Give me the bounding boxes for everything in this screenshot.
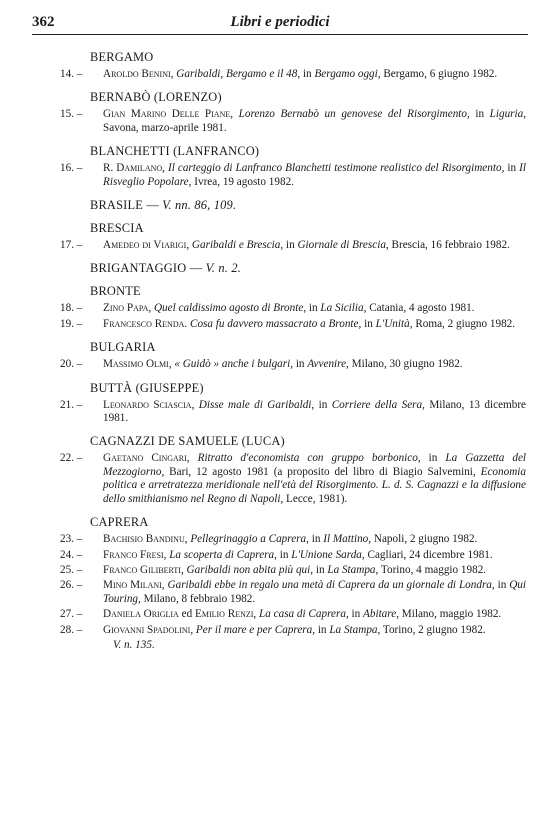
entry-title: Economia politica e arretratezza meridionale nell'età del Risorgimento. L. d. S. Cagnazzi e la diffusione dello smithianismo nel Regno di Napoli bbox=[103, 465, 526, 505]
bibliography-entry bbox=[60, 579, 526, 606]
entry-author: Giovanni Spadolini bbox=[103, 623, 191, 636]
entry-title: « Guidò » anche i bulgari bbox=[174, 358, 291, 371]
bibliography-entry bbox=[60, 239, 526, 252]
entry-title: La Gazzetta del Mezzogiorno bbox=[103, 452, 527, 478]
entry-title: Abitare bbox=[363, 608, 397, 621]
page-header bbox=[32, 14, 528, 35]
heading-text: BERGAMO bbox=[90, 50, 154, 64]
entry-text: , bbox=[186, 239, 192, 252]
section-heading bbox=[60, 50, 526, 64]
entry-text: , Milano, 13 dicembre 1981. bbox=[103, 398, 527, 425]
entry-text: , in bbox=[274, 548, 292, 561]
entry-title: Pellegrinaggio a Caprera bbox=[190, 533, 307, 546]
entry-author: Bachisio Bandinu bbox=[103, 533, 185, 546]
bibliography-section bbox=[60, 144, 526, 189]
heading-text: BUTTÀ (GIUSEPPE) bbox=[90, 380, 204, 395]
entry-number: 20. – bbox=[60, 358, 83, 371]
bibliography-entry bbox=[60, 358, 526, 371]
entry-author: Gaetano Cingari bbox=[103, 452, 187, 465]
entry-text: , bbox=[184, 533, 191, 546]
entry-text: , bbox=[190, 623, 196, 636]
entry-text: , in bbox=[306, 533, 324, 546]
entry-title: La casa di Caprera bbox=[259, 608, 346, 621]
entry-number: 17. – bbox=[60, 239, 83, 252]
bibliography-entry bbox=[60, 608, 526, 621]
entry-title: Garibaldi, Bergamo e il 48 bbox=[176, 68, 298, 80]
entry-author: Franco Fresi bbox=[103, 548, 164, 561]
entry-text: , Lecce, 1981). bbox=[280, 492, 348, 505]
entry-author: Daniela Origlia bbox=[103, 608, 179, 621]
bibliography-entry bbox=[60, 624, 526, 637]
entry-text: , in bbox=[297, 68, 315, 80]
bibliography-section bbox=[60, 284, 526, 331]
entry-author: R. Damilano bbox=[103, 162, 163, 175]
entry-text: , bbox=[186, 452, 198, 465]
section-heading bbox=[60, 221, 526, 235]
entry-text: , Brescia, 16 febbraio 1982. bbox=[385, 239, 510, 252]
entry-title: Liguria bbox=[489, 108, 524, 121]
cross-reference: V. n. 2. bbox=[205, 261, 242, 276]
section-heading bbox=[60, 434, 526, 448]
entry-title: Garibaldi non abita più qui bbox=[186, 563, 311, 576]
entry-text: , bbox=[168, 358, 175, 371]
entry-text: , in bbox=[280, 239, 298, 252]
entry-title: La scoperta di Caprera bbox=[169, 548, 275, 561]
bibliography-section bbox=[60, 261, 526, 275]
entry-title: Garibaldi e Brescia bbox=[191, 239, 281, 252]
entry-author: Franco Giliberti bbox=[103, 563, 181, 576]
bibliography-section bbox=[60, 434, 526, 506]
heading-text: BRASILE — bbox=[90, 198, 163, 213]
bibliography-entry bbox=[60, 399, 526, 426]
entry-text: , Roma, 2 giugno 1982. bbox=[409, 317, 516, 330]
entry-text: , Cagliari, 24 dicembre 1981. bbox=[361, 548, 493, 561]
entry-title: La Sicilia bbox=[320, 302, 364, 315]
entry-text: , bbox=[230, 108, 239, 121]
entry-author: Massimo Olmi bbox=[103, 358, 169, 371]
entry-author: Leonardo Sciascia bbox=[103, 398, 192, 411]
bibliography-section bbox=[60, 198, 526, 212]
bibliography-entry bbox=[60, 108, 526, 135]
bibliography-entry bbox=[60, 162, 526, 189]
entry-number: 26. – bbox=[60, 579, 83, 592]
entry-number: 22. – bbox=[60, 452, 83, 465]
entry-text: , Milano, maggio 1982. bbox=[396, 608, 502, 621]
entry-author: Gian Marino Delle Piane bbox=[103, 108, 231, 121]
bibliography-section bbox=[60, 381, 526, 426]
bibliography-entry bbox=[60, 533, 526, 546]
entry-text: , in bbox=[501, 162, 520, 175]
entry-text: , bbox=[162, 162, 168, 175]
entry-title: Il carteggio di Lanfranco Blanchetti testimone realistico del Risorgimento bbox=[168, 162, 502, 175]
bibliography-section bbox=[60, 50, 526, 81]
section-heading bbox=[60, 381, 526, 395]
section-heading bbox=[60, 515, 526, 529]
entry-author: Emilio Renzi bbox=[195, 608, 254, 621]
entry-title: Lorenzo Bernabò un genovese del Risorgimento bbox=[238, 108, 467, 121]
cross-reference: V. nn. 86, 109. bbox=[162, 198, 237, 213]
entry-title: L'Unità bbox=[375, 317, 410, 330]
entry-title: Il Risveglio Popolare bbox=[103, 162, 526, 188]
bibliography-section bbox=[60, 90, 526, 135]
entry-text: , in bbox=[290, 358, 308, 371]
entry-text: , in bbox=[358, 317, 376, 330]
heading-text: CAGNAZZI DE SAMUELE (LUCA) bbox=[90, 434, 285, 449]
entry-text: , bbox=[170, 68, 177, 80]
entry-author: Aroldo Benini bbox=[103, 68, 171, 80]
entry-text: , bbox=[191, 398, 199, 411]
entry-title: Avvenire bbox=[307, 358, 347, 371]
bibliography-entry bbox=[60, 318, 526, 331]
bibliography-entry bbox=[60, 68, 526, 81]
entry-author: Amedeo di Viarigi bbox=[103, 239, 187, 252]
bibliography-entry bbox=[60, 302, 526, 315]
entry-text: , Ivrea, 19 agosto 1982. bbox=[188, 175, 294, 188]
entry-text: , Milano, 30 giugno 1982. bbox=[346, 358, 463, 371]
entry-number: 16. – bbox=[60, 162, 83, 175]
entry-text: , in bbox=[311, 398, 332, 411]
heading-text: BRONTE bbox=[90, 284, 141, 299]
entry-number: 23. – bbox=[60, 533, 83, 546]
entry-author: Mino Milani bbox=[103, 579, 162, 592]
entry-text: , Catania, 4 agosto 1981. bbox=[363, 302, 475, 315]
section-heading bbox=[60, 198, 526, 212]
see-also-reference: V. n. 135. bbox=[113, 638, 155, 651]
entry-author: Francesco Renda bbox=[103, 317, 185, 330]
page-number: 362 bbox=[32, 14, 55, 30]
entry-text: , in bbox=[312, 623, 330, 636]
entry-number: 15. – bbox=[60, 108, 83, 121]
entry-title: La Stampa bbox=[327, 563, 376, 576]
entry-text: ed bbox=[178, 608, 195, 621]
entry-title: Il Mattino bbox=[323, 533, 369, 546]
entry-text: , bbox=[148, 302, 154, 315]
bibliography-section bbox=[60, 515, 526, 652]
bibliography-entry bbox=[60, 549, 526, 562]
heading-text: BULGARIA bbox=[90, 340, 156, 355]
heading-text: BRIGANTAGGIO — bbox=[90, 261, 206, 276]
entry-title: Qui Touring bbox=[103, 579, 526, 605]
entry-number: 21. – bbox=[60, 398, 83, 411]
bibliography-section bbox=[60, 340, 526, 371]
entry-text: , in bbox=[310, 563, 328, 576]
entry-number: 19. – bbox=[60, 317, 83, 330]
section-heading bbox=[60, 340, 526, 354]
entry-number: 27. – bbox=[60, 608, 83, 621]
entry-text: , in bbox=[417, 452, 446, 465]
running-title: Libri e periodici bbox=[230, 14, 330, 30]
entry-number: 24. – bbox=[60, 548, 83, 561]
bibliography-section bbox=[60, 221, 526, 252]
entry-text: , Napoli, 2 giugno 1982. bbox=[368, 533, 478, 546]
entry-text: , bbox=[161, 579, 168, 592]
entry-title: Per il mare e per Caprera bbox=[195, 623, 313, 636]
entry-title: Ritratto d'economista con gruppo borbonico bbox=[197, 452, 418, 465]
entry-text: , Milano, 8 febbraio 1982. bbox=[138, 592, 256, 605]
section-heading bbox=[60, 284, 526, 298]
entry-title: Corriere della Sera bbox=[331, 398, 423, 411]
heading-text: CAPRERA bbox=[90, 515, 149, 530]
entry-text: , in bbox=[491, 579, 510, 592]
entry-title: La Stampa bbox=[329, 623, 378, 636]
bibliography-entry bbox=[60, 452, 526, 506]
entry-text: , Bergamo, 6 giugno 1982. bbox=[377, 68, 498, 80]
entry-text: , Torino, 2 giugno 1982. bbox=[377, 623, 486, 636]
entry-title: Quel caldissimo agosto di Bronte bbox=[153, 302, 304, 315]
entry-text: . bbox=[184, 317, 190, 330]
entry-title: L'Unione Sarda bbox=[291, 548, 362, 561]
entry-text: , in bbox=[303, 302, 321, 315]
heading-text: BERNABÒ (LORENZO) bbox=[90, 90, 222, 105]
bibliography-list bbox=[60, 50, 526, 661]
bibliography-entry bbox=[60, 564, 526, 577]
entry-text: , in bbox=[345, 608, 364, 621]
heading-text: BRESCIA bbox=[90, 221, 144, 236]
entry-text: , in bbox=[467, 108, 490, 121]
section-heading bbox=[60, 90, 526, 104]
entry-text: , bbox=[163, 548, 170, 561]
entry-title: Bergamo oggi bbox=[314, 68, 378, 80]
entry-title: Giornale di Brescia bbox=[297, 239, 386, 252]
entry-number: 25. – bbox=[60, 563, 83, 576]
entry-text: , Savona, marzo-aprile 1981. bbox=[103, 108, 527, 134]
section-heading bbox=[60, 261, 526, 275]
entry-title: Garibaldi ebbe in regalo una metà di Caprera da un giornale di Londra bbox=[167, 579, 492, 592]
entry-text: , bbox=[180, 563, 187, 576]
entry-text: , Torino, 4 maggio 1982. bbox=[375, 563, 487, 576]
entry-text: , Bari, 12 agosto 1981 (a proposito del libro di Biagio Salvemini, bbox=[161, 465, 481, 478]
entry-author: Zino Papa bbox=[103, 302, 149, 315]
entry-title: Cosa fu davvero massacrato a Bronte bbox=[189, 317, 359, 330]
entry-number: 14. – bbox=[60, 68, 83, 80]
entry-title: Disse male di Garibaldi bbox=[198, 398, 312, 411]
entry-text: , bbox=[253, 608, 260, 621]
entry-number: 28. – bbox=[60, 623, 83, 636]
heading-text: BLANCHETTI (LANFRANCO) bbox=[90, 144, 260, 159]
entry-number: 18. – bbox=[60, 302, 83, 315]
section-heading bbox=[60, 144, 526, 158]
